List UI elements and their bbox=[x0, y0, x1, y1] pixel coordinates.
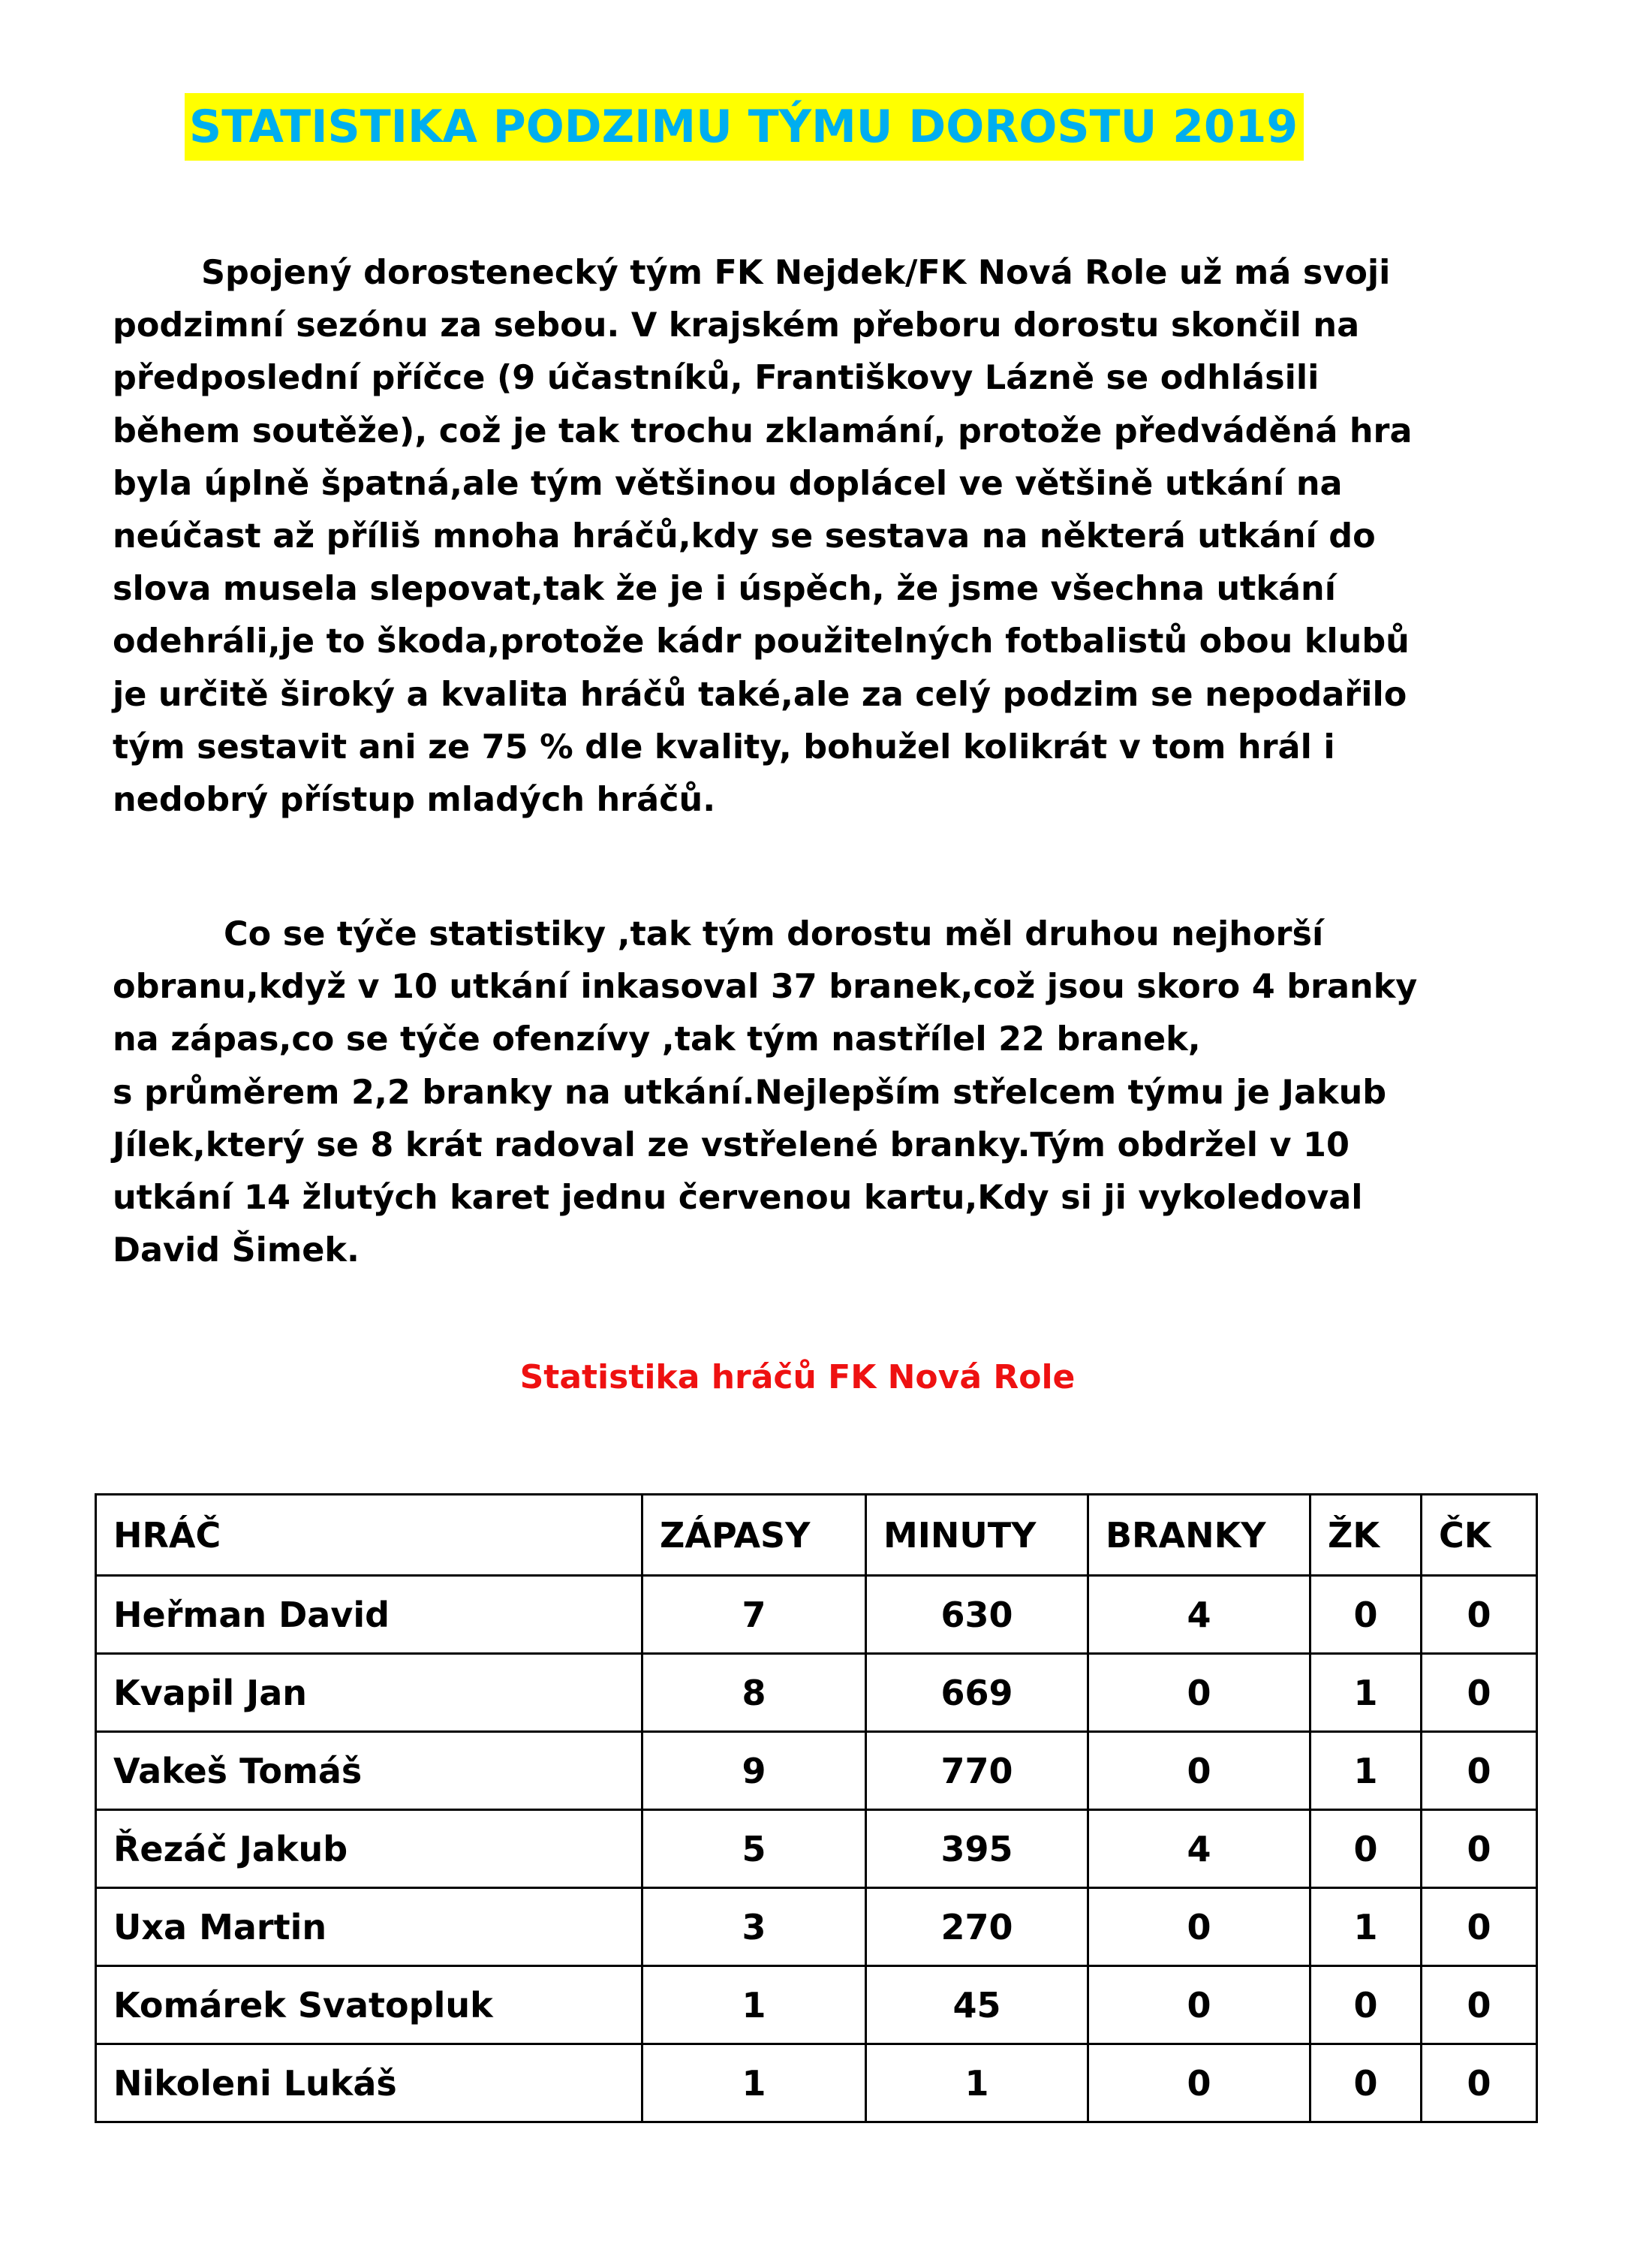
paragraph-line: obranu,když v 10 utkání inkasoval 37 branek,což jsou skoro 4 branky bbox=[113, 968, 1418, 1007]
cell-matches: 7 bbox=[642, 1576, 866, 1654]
header-player: HRÁČ bbox=[96, 1495, 642, 1576]
paragraph-line: nedobrý přístup mladých hráčů. bbox=[113, 781, 716, 820]
statistics-paragraph bbox=[113, 908, 1524, 1277]
cell-minutes: 1 bbox=[866, 2044, 1088, 2122]
paragraph-line: Co se týče statistiky ,tak tým dorostu měl druhou nejhorší bbox=[224, 915, 1324, 953]
table-row bbox=[96, 1576, 1537, 1654]
paragraph-line: Spojený dorostenecký tým FK Nejdek/FK Nová Role už má svoji bbox=[201, 254, 1391, 292]
cell-player: Komárek Svatopluk bbox=[96, 1966, 642, 2044]
cell-goals: 0 bbox=[1088, 1654, 1310, 1732]
title-block bbox=[185, 93, 1304, 161]
cell-red-cards: 0 bbox=[1422, 1810, 1537, 1888]
cell-red-cards: 0 bbox=[1422, 1576, 1537, 1654]
paragraph-line: podzimní sezónu za sebou. V krajském přeboru dorostu skončil na bbox=[113, 306, 1360, 345]
paragraph-line: utkání 14 žlutých karet jednu červenou kartu,Kdy si ji vykoledoval bbox=[113, 1179, 1363, 1218]
cell-minutes: 270 bbox=[866, 1888, 1088, 1966]
table-row bbox=[96, 1732, 1537, 1810]
cell-player: Kvapil Jan bbox=[96, 1654, 642, 1732]
paragraph-line: tým sestavit ani ze 75 % dle kvality, bohužel kolikrát v tom hrál i bbox=[113, 727, 1335, 767]
table-row bbox=[96, 1810, 1537, 1888]
cell-matches: 8 bbox=[642, 1654, 866, 1732]
paragraph-line: Jílek,který se 8 krát radoval ze vstřelené branky.Tým obdržel v 10 bbox=[113, 1125, 1350, 1164]
cell-player: Uxa Martin bbox=[96, 1888, 642, 1966]
cell-player: Řezáč Jakub bbox=[96, 1810, 642, 1888]
cell-minutes: 770 bbox=[866, 1732, 1088, 1810]
table-subtitle: Statistika hráčů FK Nová Role bbox=[519, 1358, 1076, 1396]
cell-yellow-cards: 0 bbox=[1310, 1576, 1422, 1654]
cell-player: Vakeš Tomáš bbox=[96, 1732, 642, 1810]
table-row bbox=[96, 2044, 1537, 2122]
cell-minutes: 630 bbox=[866, 1576, 1088, 1654]
cell-minutes: 45 bbox=[866, 1966, 1088, 2044]
cell-red-cards: 0 bbox=[1422, 1732, 1537, 1810]
paragraph-line: byla úplně špatná,ale tým většinou doplácel ve většině utkání na bbox=[113, 464, 1343, 503]
cell-matches: 9 bbox=[642, 1732, 866, 1810]
cell-yellow-cards: 1 bbox=[1310, 1888, 1422, 1966]
cell-red-cards: 0 bbox=[1422, 1966, 1537, 2044]
table-row bbox=[96, 1654, 1537, 1732]
paragraph-line: je určitě široký a kvalita hráčů také,ale za celý podzim se nepodařilo bbox=[113, 675, 1407, 714]
cell-red-cards: 0 bbox=[1422, 1654, 1537, 1732]
paragraph-line: neúčast až příliš mnoha hráčů,kdy se sestava na některá utkání do bbox=[113, 517, 1376, 556]
header-goals: BRANKY bbox=[1088, 1495, 1310, 1576]
intro-paragraph bbox=[113, 247, 1524, 827]
cell-matches: 3 bbox=[642, 1888, 866, 1966]
table-row bbox=[96, 1888, 1537, 1966]
cell-minutes: 669 bbox=[866, 1654, 1088, 1732]
cell-red-cards: 0 bbox=[1422, 2044, 1537, 2122]
header-red-cards: ČK bbox=[1422, 1495, 1537, 1576]
paragraph-line: David Šimek. bbox=[113, 1231, 360, 1270]
header-minutes: MINUTY bbox=[866, 1495, 1088, 1576]
cell-minutes: 395 bbox=[866, 1810, 1088, 1888]
cell-goals: 4 bbox=[1088, 1810, 1310, 1888]
paragraph-line: slova musela slepovat,tak že je i úspěch, že jsme všechna utkání bbox=[113, 570, 1336, 609]
table-row bbox=[96, 1966, 1537, 2044]
cell-player: Nikoleni Lukáš bbox=[96, 2044, 642, 2122]
cell-matches: 5 bbox=[642, 1810, 866, 1888]
paragraph-line: předposlední příčce (9 účastníků, Františkovy Lázně se odhlásili bbox=[113, 359, 1319, 398]
paragraph-line: na zápas,co se týče ofenzívy ,tak tým nastřílel 22 branek, bbox=[113, 1020, 1201, 1059]
cell-yellow-cards: 0 bbox=[1310, 1810, 1422, 1888]
cell-matches: 1 bbox=[642, 1966, 866, 2044]
cell-goals: 4 bbox=[1088, 1576, 1310, 1654]
cell-player: Heřman David bbox=[96, 1576, 642, 1654]
cell-red-cards: 0 bbox=[1422, 1888, 1537, 1966]
paragraph-line: během soutěže), což je tak trochu zklamání, protože předváděná hra bbox=[113, 411, 1413, 450]
paragraph-line: s průměrem 2,2 branky na utkání.Nejlepším střelcem týmu je Jakub bbox=[113, 1073, 1387, 1112]
cell-yellow-cards: 0 bbox=[1310, 1966, 1422, 2044]
cell-goals: 0 bbox=[1088, 2044, 1310, 2122]
header-matches: ZÁPASY bbox=[642, 1495, 866, 1576]
paragraph-line: odehráli,je to škoda,protože kádr použitelných fotbalistů obou klubů bbox=[113, 622, 1410, 661]
cell-yellow-cards: 1 bbox=[1310, 1654, 1422, 1732]
header-yellow-cards: ŽK bbox=[1310, 1495, 1422, 1576]
cell-goals: 0 bbox=[1088, 1732, 1310, 1810]
cell-yellow-cards: 1 bbox=[1310, 1732, 1422, 1810]
page-title: STATISTIKA PODZIMU TÝMU DOROSTU 2019 bbox=[185, 93, 1304, 161]
cell-goals: 0 bbox=[1088, 1888, 1310, 1966]
cell-matches: 1 bbox=[642, 2044, 866, 2122]
table-header-row bbox=[96, 1495, 1537, 1576]
cell-goals: 0 bbox=[1088, 1966, 1310, 2044]
player-stats-table bbox=[95, 1493, 1538, 2123]
cell-yellow-cards: 0 bbox=[1310, 2044, 1422, 2122]
